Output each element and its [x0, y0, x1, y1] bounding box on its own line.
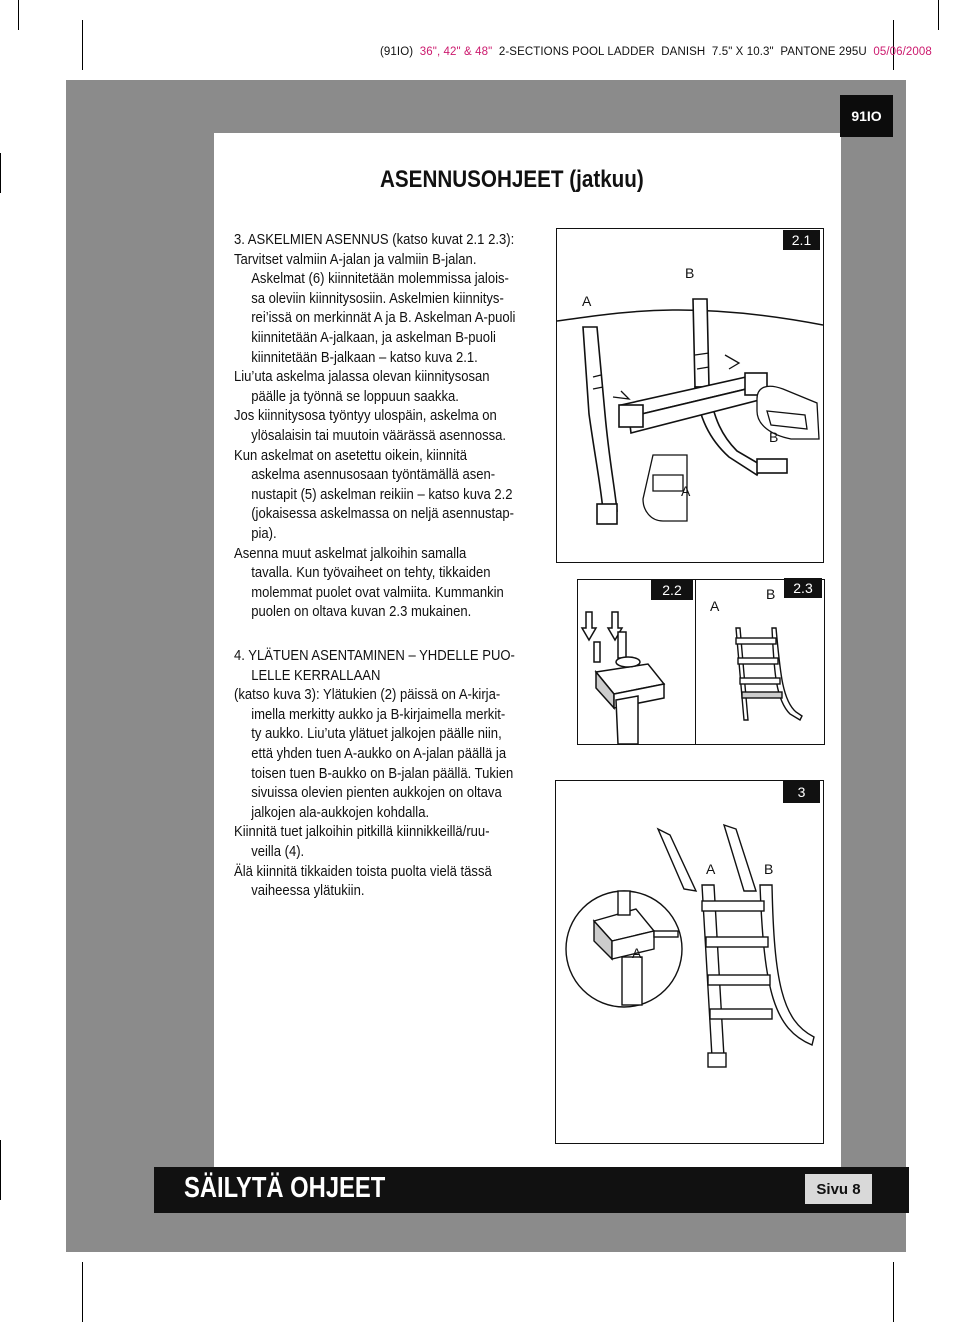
crop-mark [18, 0, 19, 30]
footer-title: SÄILYTÄ OHJEET [184, 1172, 386, 1204]
label-a: A [710, 598, 720, 614]
slug-date: 05/06/2008 [873, 46, 932, 58]
figure-number-2-3: 2.3 [784, 578, 822, 598]
text-line: ylösalaisin tai muutoin väärässä asennossa. [251, 426, 507, 444]
page-title: ASENNUSOHJEET (jatkuu) [380, 166, 644, 193]
label-a: A [582, 293, 592, 309]
text-line: Kiinnitä tuet jalkoihin pitkillä kiinnikkeillä/ruu- [234, 823, 490, 841]
slug-product: 2-SECTIONS POOL LADDER [498, 46, 655, 58]
section-3-text [234, 230, 515, 622]
text-line: veilla (4). [251, 842, 305, 860]
top-support-drawing [556, 781, 823, 1143]
text-line: (jokaisessa askelmassa on neljä asennustap- [251, 505, 515, 523]
crop-mark [893, 1262, 894, 1322]
text-line: askelma asennusosaan työntämällä asen- [251, 466, 496, 484]
crop-mark [0, 153, 1, 193]
figure-number-2-2: 2.2 [651, 580, 693, 600]
slug-language: DANISH [661, 46, 706, 58]
model-code-badge: 91IO [840, 95, 893, 137]
figure-2-3 [695, 579, 825, 745]
print-slug [380, 46, 932, 58]
figure-2-1 [556, 228, 824, 563]
slug-size: 7.5" X 10.3" [711, 46, 774, 58]
text-line: (katso kuva 3): Ylätukien (2) päissä on A-kirja- [234, 686, 501, 704]
detail-label-b: B [769, 429, 779, 445]
crop-mark [82, 1262, 83, 1322]
text-line: pia). [251, 524, 277, 542]
slug-code: (91IO) [380, 46, 414, 58]
slug-pantone: PANTONE 295U [780, 46, 867, 58]
text-line: päälle ja työnnä se loppuun saakka. [251, 387, 459, 405]
text-line: Liu’uta askelma jalassa olevan kiinnitysosan [234, 368, 490, 386]
text-line: sivuissa olevien pienten aukkojen on oltava [251, 784, 502, 802]
figure-3 [555, 780, 824, 1144]
text-line: vaiheessa ylätukiin. [251, 882, 365, 900]
text-line: 3. ASKELMIEN ASENNUS (katso kuvat 2.1 2.3): [234, 231, 515, 248]
text-line: sa oleviin kiinnitysosiin. Askelmien kiinnitys- [251, 289, 504, 307]
crop-mark [0, 1140, 1, 1200]
text-line: kiinnitetään A-jalkaan, ja askelman B-puoli [251, 328, 496, 346]
text-line: LELLE KERRALLAAN [251, 666, 381, 684]
text-line: rei’issä on merkinnät A ja B. Askelman A-puoli [251, 309, 516, 327]
section-4-text [234, 646, 515, 901]
text-line: jalkojen ala-aukkojen kohdalla. [251, 803, 430, 821]
text-line: Jos kiinnitysosa työntyy ulospäin, askelma on [234, 407, 497, 425]
text-line: 4. YLÄTUEN ASENTAMINEN – YHDELLE PUO- [234, 647, 515, 664]
page-number: Sivu 8 [805, 1174, 872, 1204]
text-line: imella merkitty aukko ja B-kirjaimella merkit- [251, 705, 506, 723]
text-line: kiinnitetään B-jalkaan – katso kuva 2.1. [251, 348, 478, 366]
text-line: toisen tuen B-aukko on B-jalan päällä. Tukien [251, 764, 514, 782]
text-line: puolen on oltava kuvan 2.3 mukainen. [251, 603, 472, 621]
crop-mark [938, 0, 939, 30]
label-b: B [685, 265, 695, 281]
label-b: B [766, 586, 776, 602]
crop-mark [893, 20, 894, 70]
figure-number-3: 3 [783, 781, 820, 803]
text-line: ty aukko. Liu’uta ylätuet jalkojen päälle niin, [251, 725, 502, 743]
figure-number-2-1: 2.1 [783, 230, 820, 250]
text-line: tavalla. Kun työvaiheet on tehty, tikkaiden [251, 564, 491, 582]
label-a: A [706, 861, 716, 877]
detail-label-a: A [681, 483, 691, 499]
crop-mark [82, 20, 83, 70]
text-line: Kun askelmat on asetettu oikein, kiinnitä [234, 446, 468, 464]
text-line: molemmat puolet ovat valmiita. Kummankin [251, 583, 504, 601]
text-line: Asenna muut askelmat jalkoihin samalla [234, 544, 467, 562]
slug-sizes: 36", 42" & 48" [419, 46, 493, 58]
figure-2-2 [577, 579, 697, 745]
text-line: Askelmat (6) kiinnitetään molemmissa jalois- [251, 270, 509, 288]
label-b: B [764, 861, 774, 877]
text-line: nustapit (5) askelman reikiin – katso kuva 2.2 [251, 485, 513, 503]
pin-insertion-drawing [578, 580, 696, 744]
detail-label-a: A [632, 945, 642, 961]
text-line: Tarvitset valmiin A-jalan ja valmiin B-jalan. [234, 250, 477, 268]
text-line: että yhden tuen A-aukko on A-jalan päällä ja [251, 744, 507, 762]
text-line: Älä kiinnitä tikkaiden toista puolta vielä tässä [234, 862, 492, 880]
